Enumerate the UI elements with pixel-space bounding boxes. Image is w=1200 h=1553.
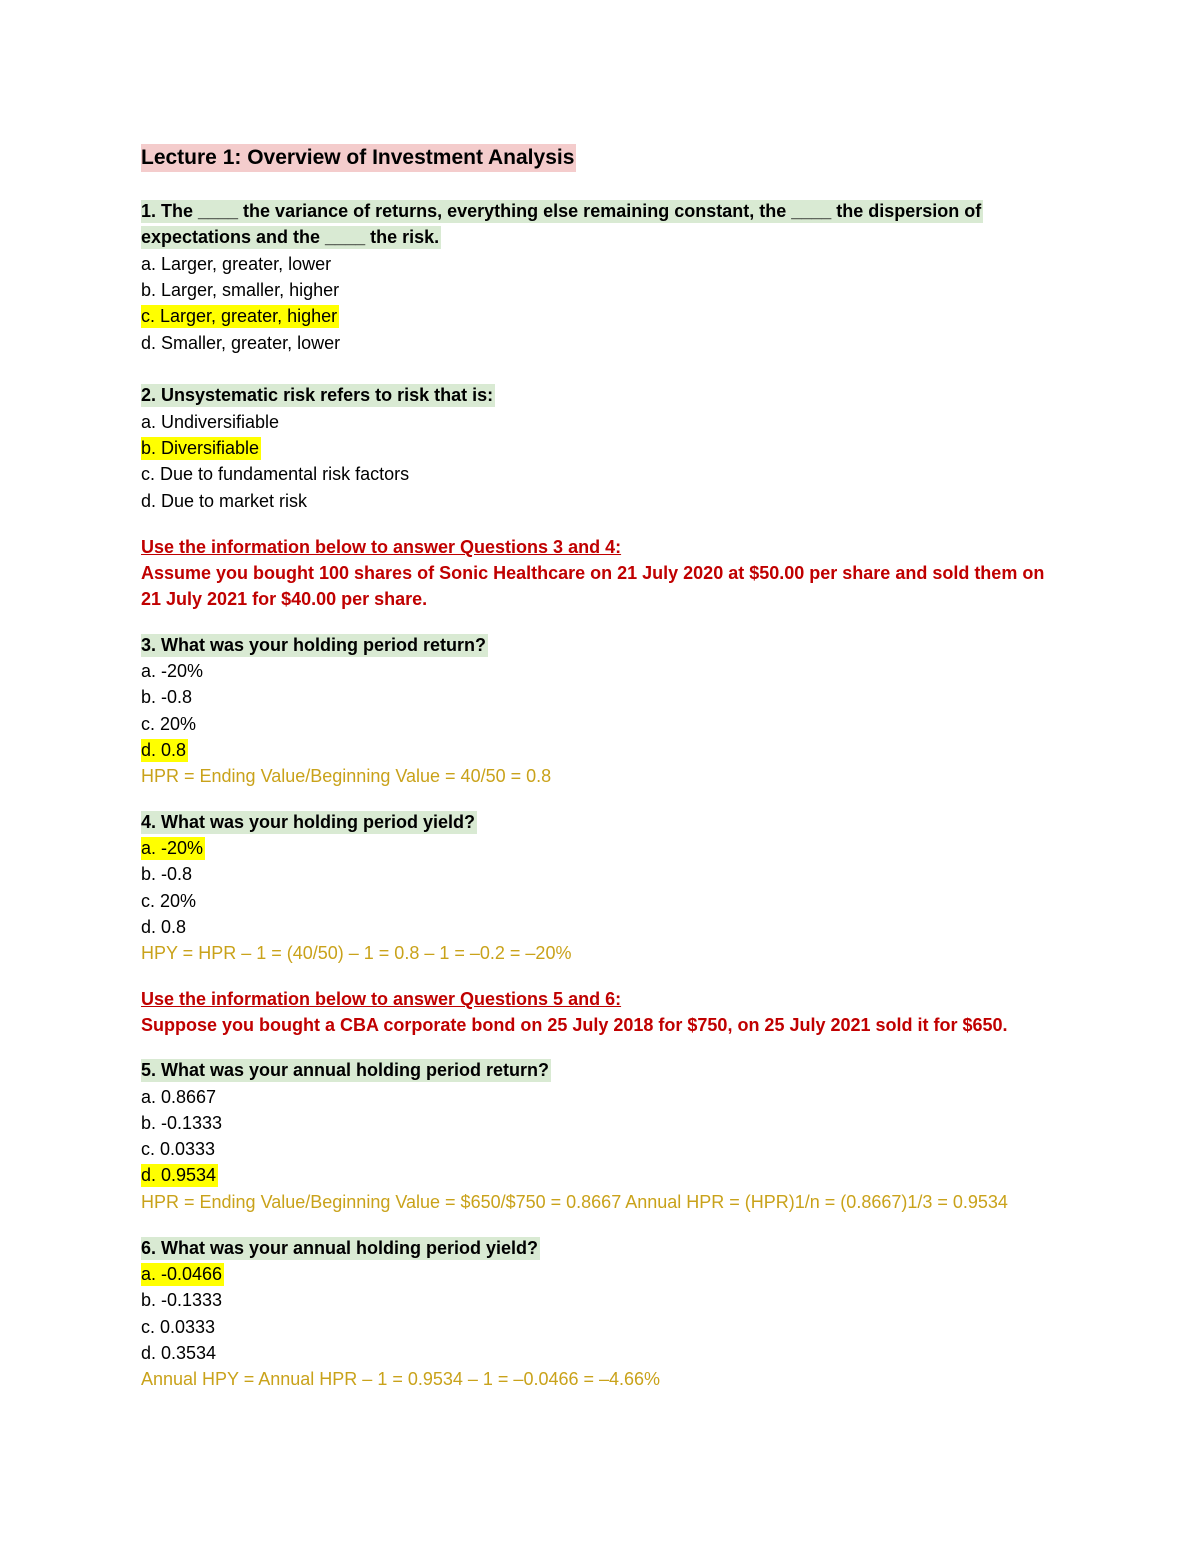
q1-option-b: b. Larger, smaller, higher (141, 280, 340, 300)
q4-explanation: HPY = HPR – 1 = (40/50) – 1 = 0.8 – 1 = –0.2 = –20% (141, 943, 572, 963)
q3-option-d-line (141, 738, 188, 762)
info1-heading: Use the information below to answer Questions 3 and 4: (141, 537, 622, 557)
q6-option-a-line (141, 1262, 224, 1286)
info2-heading: Use the information below to answer Questions 5 and 6: (141, 989, 622, 1009)
q3-question: 3. What was your holding period return? (141, 635, 487, 655)
q1-question-line2: expectations and the ____ the risk. (141, 227, 440, 247)
q4-option-b: b. -0.8 (141, 864, 193, 884)
q4-question: 4. What was your holding period yield? (141, 812, 476, 832)
q3-line (141, 633, 488, 657)
info1-line2: 21 July 2021 for $40.00 per share. (141, 589, 428, 609)
q6-question: 6. What was your annual holding period yield? (141, 1238, 539, 1258)
q2-option-d: d. Due to market risk (141, 491, 308, 511)
q3-option-a: a. -20% (141, 661, 204, 681)
q6-option-c: c. 0.0333 (141, 1317, 216, 1337)
q4-option-a-line (141, 836, 205, 860)
q3-option-c: c. 20% (141, 714, 197, 734)
q6-option-a-answer: a. -0.0466 (141, 1264, 223, 1284)
q2-option-b-line (141, 436, 261, 460)
page-title: Lecture 1: Overview of Investment Analysis (141, 144, 576, 172)
info2-line1: Suppose you bought a CBA corporate bond on 25 July 2018 for $750, on 25 July 2021 sold it for $650. (141, 1015, 1008, 1035)
q2-question: 2. Unsystematic risk refers to risk that is: (141, 385, 494, 405)
q5-option-d-answer: d. 0.9534 (141, 1165, 217, 1185)
q5-option-b: b. -0.1333 (141, 1113, 223, 1133)
q3-option-d-answer: d. 0.8 (141, 740, 187, 760)
q1-option-c-line (141, 304, 339, 328)
q4-option-c: c. 20% (141, 891, 197, 911)
q3-option-b: b. -0.8 (141, 687, 193, 707)
q1-question-line1: 1. The ____ the variance of returns, everything else remaining constant, the ____ the dispersion of (141, 201, 982, 221)
q2-option-a: a. Undiversifiable (141, 412, 280, 432)
q4-option-d: d. 0.8 (141, 917, 187, 937)
q5-explanation: HPR = Ending Value/Beginning Value = $650/$750 = 0.8667 Annual HPR = (HPR)1/n = (0.8667)1/3 = 0.9534 (141, 1192, 1008, 1212)
q4-line (141, 810, 477, 834)
q1-option-a: a. Larger, greater, lower (141, 254, 332, 274)
q5-option-c: c. 0.0333 (141, 1139, 216, 1159)
q2-line (141, 383, 495, 407)
title-line (141, 146, 576, 170)
q5-question: 5. What was your annual holding period return? (141, 1060, 550, 1080)
q5-option-d-line (141, 1163, 218, 1187)
q4-option-a-answer: a. -20% (141, 838, 204, 858)
q6-line (141, 1236, 540, 1260)
info1-line1: Assume you bought 100 shares of Sonic Healthcare on 21 July 2020 at $50.00 per share and sold them on (141, 563, 1045, 583)
q6-explanation: Annual HPY = Annual HPR – 1 = 0.9534 – 1 = –0.0466 = –4.66% (141, 1369, 661, 1389)
q3-explanation: HPR = Ending Value/Beginning Value = 40/50 = 0.8 (141, 766, 552, 786)
q2-option-c: c. Due to fundamental risk factors (141, 464, 410, 484)
q6-option-d: d. 0.3534 (141, 1343, 217, 1363)
q1-line2 (141, 225, 441, 249)
q5-line (141, 1058, 551, 1082)
q1-option-d: d. Smaller, greater, lower (141, 333, 341, 353)
q6-option-b: b. -0.1333 (141, 1290, 223, 1310)
q5-option-a: a. 0.8667 (141, 1087, 217, 1107)
q1-option-c-answer: c. Larger, greater, higher (141, 306, 338, 326)
q2-option-b-answer: b. Diversifiable (141, 438, 260, 458)
q1-line1 (141, 199, 983, 223)
